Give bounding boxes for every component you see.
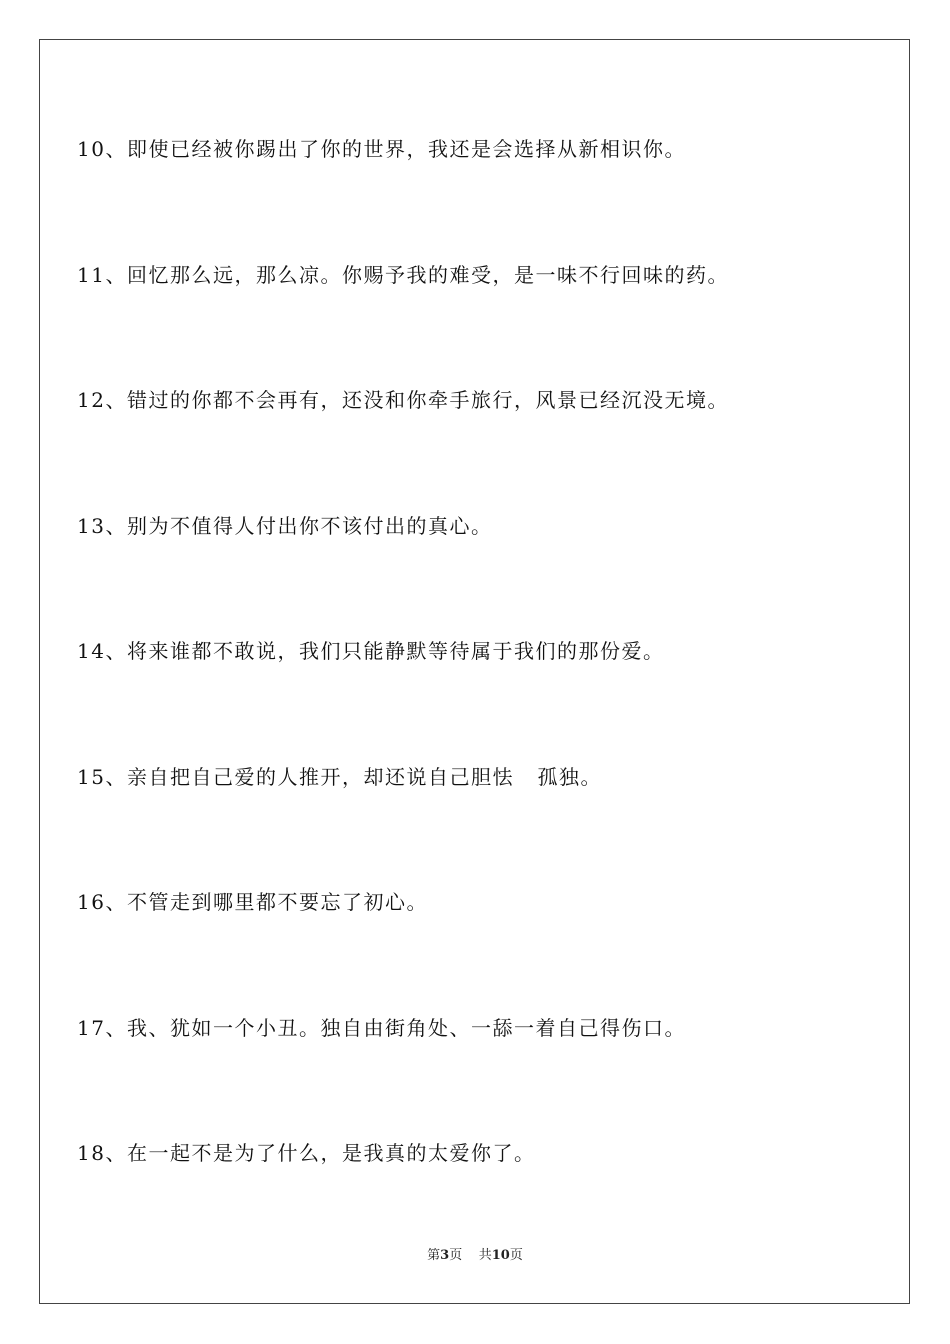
total-page-number: 10 xyxy=(491,1248,510,1263)
list-item: 12、错过的你都不会再有，还没和你牵手旅行，风景已经沉没无境。 xyxy=(77,388,729,412)
list-item: 14、将来谁都不敢说，我们只能静默等待属于我们的那份爱。 xyxy=(77,639,665,663)
list-item: 11、回忆那么远，那么凉。你赐予我的难受，是一味不行回味的药。 xyxy=(77,262,729,287)
entry-list xyxy=(77,129,857,1259)
list-item: 18、在一起不是为了什么，是我真的太爱你了。 xyxy=(77,1141,536,1165)
list-item: 15、亲自把自己爱的人推开，却还说自己胆怯 孤独。 xyxy=(77,764,603,789)
page-suffix: 页 xyxy=(449,1248,463,1263)
list-item: 10、即使已经被你踢出了你的世界，我还是会选择从新相识你。 xyxy=(77,137,686,161)
total-prefix: 共 xyxy=(478,1248,492,1263)
list-item: 17、我、犹如一个小丑。独自由街角处、一舔一着自己得伤口。 xyxy=(77,1015,686,1040)
page-prefix: 第 xyxy=(427,1248,441,1263)
current-page-number: 3 xyxy=(440,1248,450,1263)
list-item: 13、别为不值得人付出你不该付出的真心。 xyxy=(77,513,493,538)
list-item: 16、不管走到哪里都不要忘了初心。 xyxy=(77,890,428,914)
total-suffix: 页 xyxy=(509,1248,523,1263)
page-footer xyxy=(0,1246,950,1266)
